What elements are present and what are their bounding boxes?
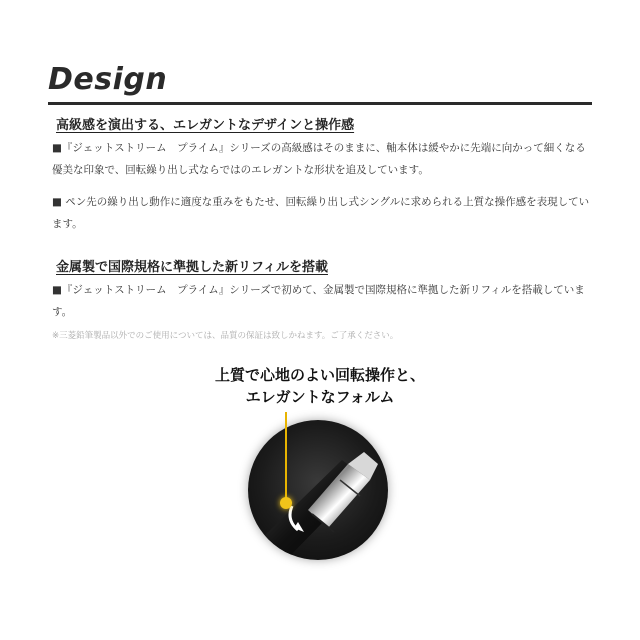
paragraph: ■『ジェットストリーム プライム』シリーズの高級感はそのままに、軸本体は緩やかに先端に向かって細くなる優美な印象で、回転繰り出し式ならではのエレガントな形状を追及しています。 [52,142,586,176]
title-area [48,62,592,105]
callout-line [285,412,287,500]
page-title: Design [48,62,168,97]
pen-closeup-image [248,420,388,560]
paragraph: ■『ジェットストリーム プライム』シリーズで初めて、金属製で国際規格に準拠した新リフィルを搭載しています。 [52,284,585,318]
caption-line-2: エレガントなフォルム [245,388,395,406]
section-heading: 金属製で国際規格に準拠した新リフィルを搭載 [56,260,328,275]
disclaimer-note: ※三菱鉛筆製品以外でのご使用については、品質の保証は致しかねます。ご了承ください。 [52,331,399,341]
pen-illustration [248,420,388,560]
caption-line-1: 上質で心地のよい回転操作と、 [214,366,425,384]
callout-dot [280,497,292,509]
section-refill [52,256,592,323]
paragraph: ■ ペン先の繰り出し動作に適度な重みをもたせ、回転繰り出し式シングルに求められる上質な操作感を表現しています。 [52,196,590,230]
section-design-feel [52,114,592,235]
section-heading: 高級感を演出する、エレガントなデザインと操作感 [56,118,355,133]
title-underline [48,102,592,105]
feature-caption [150,364,490,408]
